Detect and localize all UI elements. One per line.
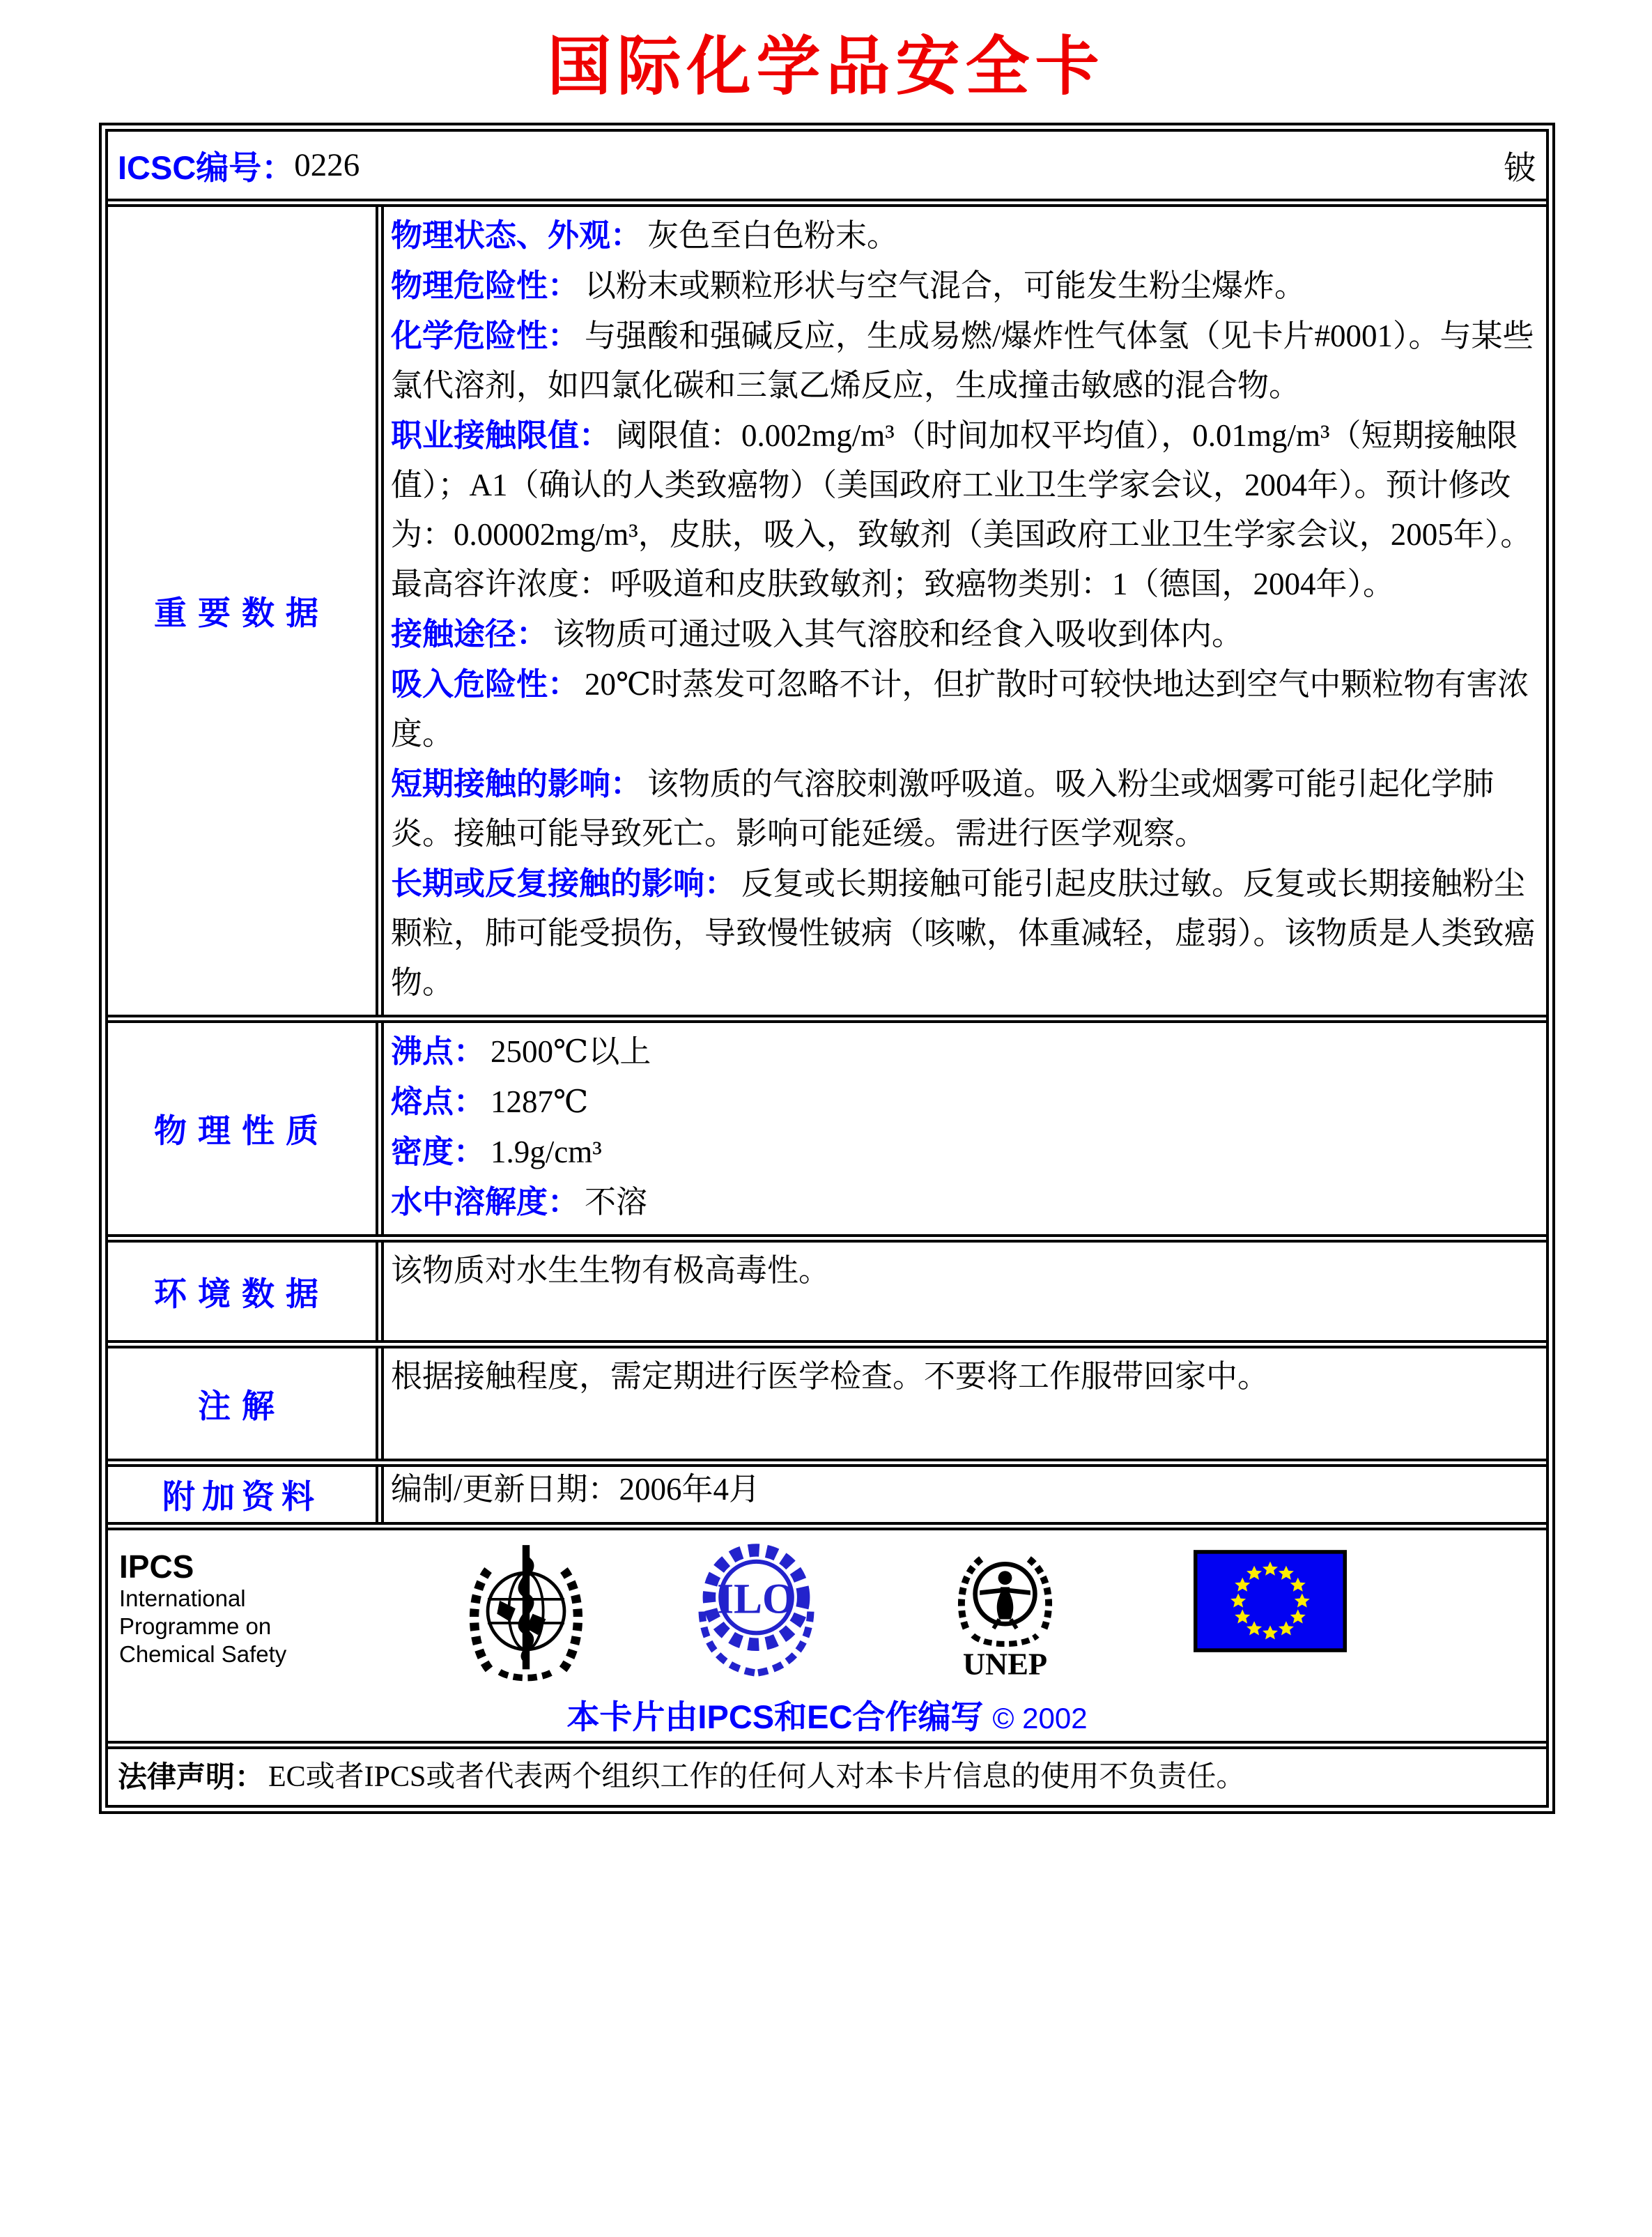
field-label: 吸入危险性： xyxy=(391,666,580,702)
field-text: 阈限值：0.002mg/m³（时间加权平均值），0.01mg/m³（短期接触限值）；A1（确认的人类致癌物）（美国政府工业卫生学家会议，2004年）。预计修改为：0.00002mg/m³，皮肤，吸入，致敏剂（美国政府工业卫生学家会议，2005年）。最高容许浓度：呼吸道和皮肤致敏剂；致癌物类别：1（德国，2004年）。 xyxy=(391,418,1532,601)
paragraph xyxy=(391,1127,1536,1177)
field-label: 水中溶解度： xyxy=(391,1184,580,1220)
field-text: 与强酸和强碱反应，生成易燃/爆炸性气体氢（见卡片#0001）。与某些氯代溶剂，如四氯化碳和三氯乙烯反应，生成撞击敏感的混合物。 xyxy=(391,318,1534,403)
paragraph xyxy=(391,859,1536,1008)
page-title: 国际化学品安全卡 xyxy=(547,31,1105,102)
field-text: 该物质对水生生物有极高毒性。 xyxy=(391,1253,831,1288)
icsc-number-value: 0226 xyxy=(294,147,360,183)
paragraph xyxy=(391,659,1536,759)
section-important-data xyxy=(108,199,1546,1015)
field-text: 20℃时蒸发可忽略不计，但扩散时可较快地达到空气中颗粒物有害浓度。 xyxy=(391,667,1529,751)
field-text: 1287℃ xyxy=(491,1084,589,1119)
paragraph xyxy=(391,1027,1536,1077)
field-text: 编制/更新日期：2006年4月 xyxy=(391,1472,761,1507)
field-label: 熔点： xyxy=(391,1084,486,1119)
section-physical-properties xyxy=(108,1015,1546,1234)
section-environmental-data xyxy=(108,1234,1546,1340)
field-label: 物理危险性： xyxy=(391,268,580,303)
field-text: 灰色至白色粉末。 xyxy=(647,218,899,253)
field-label: 接触途径： xyxy=(391,616,548,652)
section-additional-information xyxy=(108,1459,1546,1522)
paragraph xyxy=(391,1177,1536,1227)
section-label-environmental-data: 环境数据 xyxy=(108,1243,384,1340)
field-label: 物理状态、外观： xyxy=(391,217,642,253)
unep-logo-icon xyxy=(948,1539,1063,1684)
section-content-physical-properties xyxy=(384,1023,1546,1234)
field-label: 职业接触限值： xyxy=(391,417,611,453)
section-label-additional-information: 附加资料 xyxy=(108,1467,384,1522)
section-label-important-data: 重要数据 xyxy=(108,207,384,1015)
paragraph xyxy=(391,261,1536,311)
paragraph xyxy=(391,311,1536,410)
ipcs-subtitle-line: Chemical Safety xyxy=(119,1641,287,1667)
section-content-important-data xyxy=(384,207,1546,1015)
section-label-physical-properties: 物理性质 xyxy=(108,1023,384,1234)
paragraph xyxy=(391,759,1536,859)
paragraph xyxy=(391,1077,1536,1127)
section-content-notes xyxy=(384,1348,1546,1459)
paragraph xyxy=(391,210,1536,261)
field-text: 1.9g/cm³ xyxy=(491,1135,602,1169)
eu-flag-icon xyxy=(1194,1550,1347,1652)
ipcs-subtitle-line: International xyxy=(119,1585,246,1611)
field-text: 该物质的气溶胶刺激呼吸道。吸入粉尘或烟雾可能引起化学肺炎。接触可能导致死亡。影响可能延缓。需进行医学观察。 xyxy=(391,767,1495,851)
unep-logo-text: UNEP xyxy=(962,1646,1048,1682)
icsc-number xyxy=(118,142,360,189)
field-text: 2500℃以上 xyxy=(491,1034,651,1069)
legal-text: EC或者IPCS或者代表两个组织工作的任何人对本卡片信息的使用不负责任。 xyxy=(268,1761,1246,1793)
legal-row xyxy=(108,1741,1546,1805)
field-text: 以粉末或颗粒形状与空气混合，可能发生粉尘爆炸。 xyxy=(585,268,1306,303)
field-text: 反复或长期接触可能引起皮肤过敏。反复或长期接触粉尘颗粒，肺可能受损伤，导致慢性铍病（咳嗽，体重减轻，虚弱）。该物质是人类致癌物。 xyxy=(391,866,1536,1000)
paragraph xyxy=(391,609,1536,659)
legal-label: 法律声明： xyxy=(118,1760,265,1793)
ipcs-title: IPCS xyxy=(119,1548,194,1585)
paragraph xyxy=(391,1468,1536,1510)
paragraph xyxy=(391,410,1536,609)
field-label: 化学危险性： xyxy=(391,318,580,353)
ipcs-subtitle-line: Programme on xyxy=(119,1613,272,1639)
field-text: 该物质可通过吸入其气溶胶和经食入吸收到体内。 xyxy=(553,617,1244,652)
paragraph xyxy=(391,1352,1536,1401)
section-content-additional-information xyxy=(384,1467,1546,1522)
substance-name: 铍 xyxy=(1504,150,1536,187)
ipcs-text-block xyxy=(119,1548,286,1668)
section-content-environmental-data xyxy=(384,1243,1546,1340)
field-text: 不溶 xyxy=(585,1185,648,1220)
header-row xyxy=(108,132,1546,199)
field-label: 密度： xyxy=(391,1134,486,1169)
ilo-logo-text: ILO xyxy=(717,1575,796,1623)
ilo-logo-icon xyxy=(685,1537,828,1680)
section-notes xyxy=(108,1340,1546,1459)
paragraph xyxy=(391,1246,1536,1296)
field-text: 根据接触程度，需定期进行医学检查。不要将工作服带回家中。 xyxy=(391,1359,1269,1394)
cooperation-caption xyxy=(108,1691,1546,1738)
icsc-number-label: ICSC编号： xyxy=(118,148,295,186)
field-label: 沸点： xyxy=(391,1033,486,1069)
field-label: 长期或反复接触的影响： xyxy=(391,866,736,901)
caption-text: 本卡片由IPCS和EC合作编写 xyxy=(566,1698,984,1735)
copyright-text: © 2002 xyxy=(992,1702,1088,1735)
logos-row xyxy=(108,1522,1546,1741)
who-logo-icon xyxy=(460,1535,592,1686)
section-label-notes: 注解 xyxy=(108,1348,384,1459)
icsc-card xyxy=(99,123,1555,1814)
field-label: 短期接触的影响： xyxy=(391,766,642,801)
